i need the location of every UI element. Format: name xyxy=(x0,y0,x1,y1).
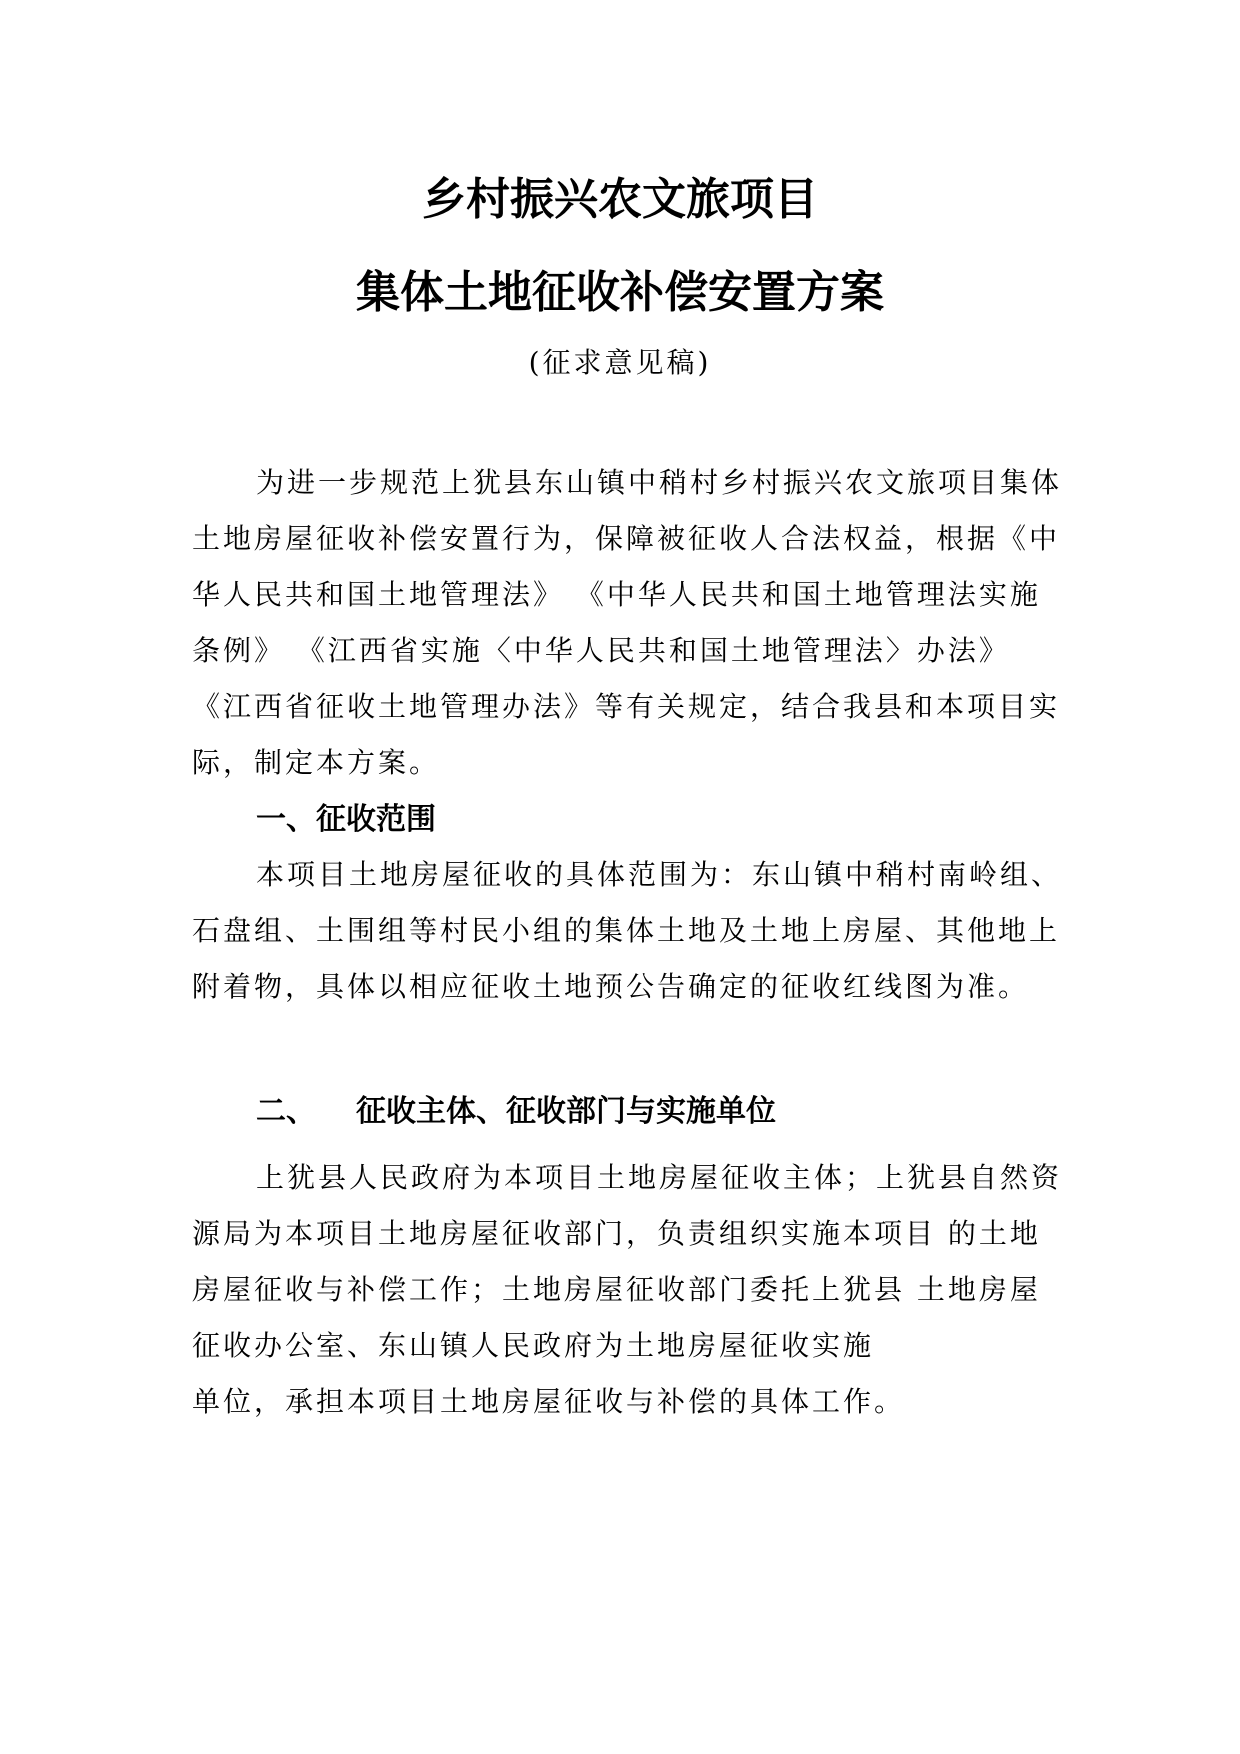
document-subtitle: (征求意见稿) xyxy=(528,346,712,379)
section-2-heading-text: 征收主体、征收部门与实施单位 xyxy=(356,1094,776,1129)
document-title-line-2: 集体土地征收补偿安置方案 xyxy=(356,267,884,318)
section-2-body-part-2: 单位，承担本项目土地房屋征收与补偿的具体工作。 xyxy=(192,1385,906,1418)
intro-paragraph: 为进一步规范上犹县东山镇中稍村乡村振兴农文旅项目集体土地房屋征收补偿安置行为，保障被征收人合法权益，根据《中华人民共和国土地管理法》 《中华人民共和国土地管理法实施条例》 《江西省实施〈中华人民共和国土地管理法〉办法》 《江西省征收土地管理办法》等有关规定，结合我县和本项目实际，制定本方案。 xyxy=(192,466,1063,779)
section-2-body-part-1: 上犹县人民政府为本项目土地房屋征收主体；上犹县自然资源局为本项目土地房屋征收部门，负责组织实施本项目 的土地房屋征收与补偿工作；土地房屋征收部门委托上犹县 土地房屋征收办公室、东山镇人民政府为土地房屋征收实施 xyxy=(192,1161,1063,1362)
section-2-heading-number: 二、 xyxy=(256,1094,316,1129)
section-1-body: 本项目土地房屋征收的具体范围为：东山镇中稍村南岭组、石盘组、土围组等村民小组的集体土地及土地上房屋、其他地上附着物，具体以相应征收土地预公告确定的征收红线图为准。 xyxy=(192,858,1063,1003)
section-1-heading: 一、征收范围 xyxy=(256,802,436,837)
section-2-heading xyxy=(256,1092,776,1132)
section-2-body xyxy=(192,1150,1062,1430)
document-title-line-1: 乡村振兴农文旅项目 xyxy=(422,174,818,225)
